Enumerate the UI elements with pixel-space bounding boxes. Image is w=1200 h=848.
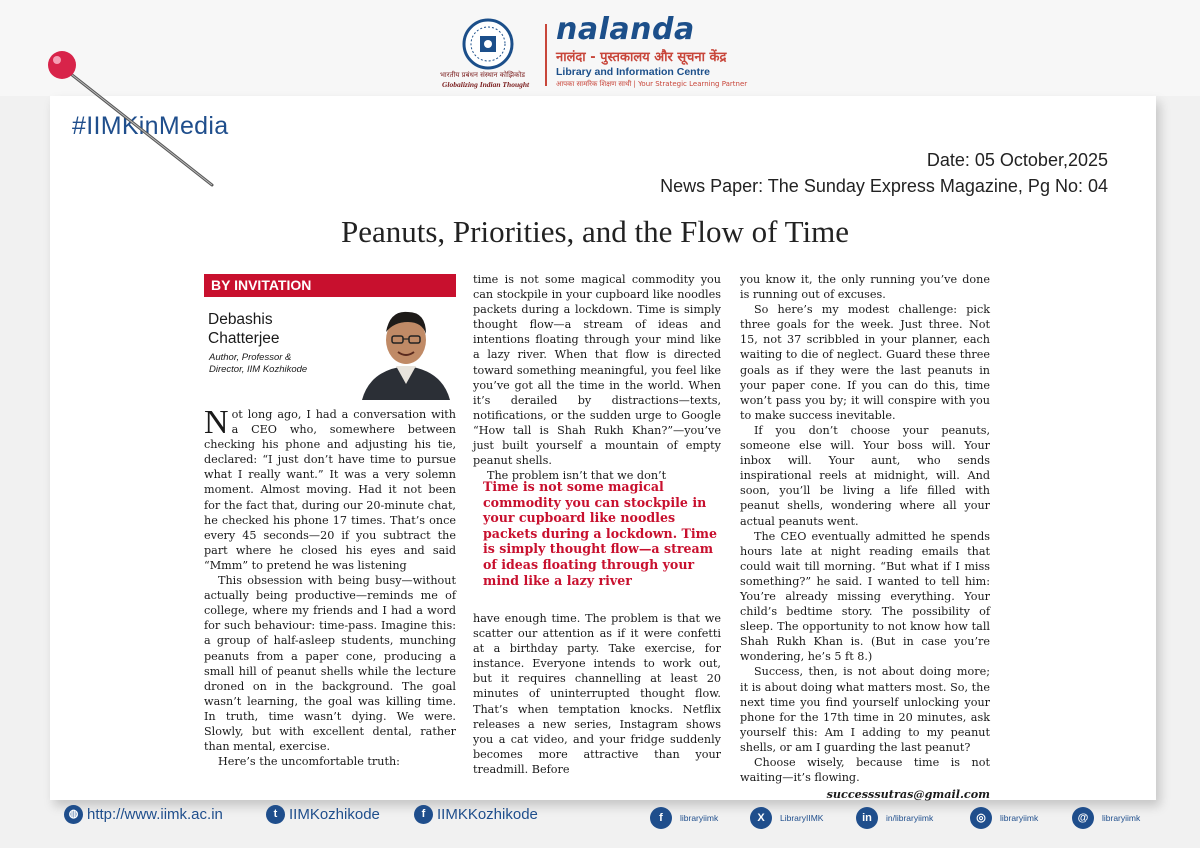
social-label: LibraryIIMK: [780, 813, 824, 823]
threads-icon: @: [1072, 807, 1094, 829]
facebook-label: IIMKKozhikode: [437, 806, 538, 823]
publication-date: Date: 05 October,2025: [926, 150, 1108, 170]
twitter-label: IIMKozhikode: [289, 806, 380, 823]
article-column-2-bottom: [473, 611, 721, 776]
social-x-link[interactable]: [750, 807, 823, 829]
nalanda-tagline: आपका सामरिक शिक्षण साथी | Your Strategic Learning Partner: [556, 80, 748, 88]
paragraph-8: The CEO eventually admitted he spends hours late at night reading emails that could wait till morning. “But what if I miss something?” he said. I wanted to tell him: You’re already missing everything. Your child’s bedtime story. The possibility of sleep. The opportunity to not know how tall Shah Rukh Khan is. (But in case you’re wondering, he’s 5 ft 8.): [740, 529, 990, 664]
paragraph-6: So here’s my modest challenge: pick three goals for the week. Just three. Not 15, not 37 scribbled in your planner, each waiting to die of neglect. Guard these three goals as if they were the last peanuts in your paper cone. If you can do this, time won’t pass you by; it will conspire with you to make success inevitable.: [740, 303, 990, 422]
twitter-icon: t: [266, 805, 285, 824]
social-linkedin-link[interactable]: [856, 807, 933, 829]
linkedin-icon: in: [856, 807, 878, 829]
instagram-icon: ◎: [970, 807, 992, 829]
section-label: BY INVITATION: [204, 274, 456, 296]
iimk-hindi-name: भारतीय प्रबंधन संस्थान कोझिकोड: [440, 71, 526, 79]
globe-icon: ◍: [64, 805, 83, 824]
nalanda-hindi-title: नालंदा - पुस्तकालय और सूचना केंद्र: [556, 50, 727, 65]
drop-cap: N: [204, 404, 229, 441]
social-threads-link[interactable]: [1072, 807, 1140, 829]
twitter-link[interactable]: [266, 805, 380, 824]
social-label: libraryiimk: [680, 813, 719, 823]
paragraph-4: time is not some magical commodity you can stockpile in your cupboard like noodles packets during a lockdown. Time is simply thought flow—a stream of ideas and intentions floating through your mind like a lazy river. When that flow is directed toward something meaningful, you feel like you’ve got all the time in the world. When it’s derailed by distractions—texts, notifications, or the sudden urge to Google “How tall is Shah Rukh Khan?”—you’ve just built yourself a mountain of empty peanut shells.: [473, 273, 721, 468]
author-first-name: Debashis: [208, 311, 273, 328]
author-name: [208, 310, 280, 348]
social-label: libraryiimk: [1102, 813, 1141, 823]
nalanda-logo: nalanda: [556, 12, 695, 47]
paragraph-10: Choose wisely, because time is not waiting—it’s flowing.: [740, 756, 990, 785]
author-last-name: Chatterjee: [208, 330, 280, 347]
pull-quote: Time is not some magical commodity you can stockpile in your cupboard like noodles packets during a lockdown. Time is simply thought flow—a stream of ideas floating through your mind like a lazy river: [483, 479, 717, 588]
nalanda-center-name: Library and Information Centre: [556, 66, 711, 78]
logo-divider: [545, 24, 547, 86]
paragraph-5-continued: have enough time. The problem is that we scatter our attention as if it were confetti at a birthday party. Take exercise, for instance. Everyone intends to work out, but it requires channelling at least 20 minutes of uninterrupted thought flow. That’s when temptation knocks. Netflix releases a new series, Instagram shows you a cat video, and your fridge suddenly becomes more attractive than your treadmill. Before: [473, 612, 721, 776]
social-label: libraryiimk: [1000, 813, 1039, 823]
paragraph-5-start: The problem isn’t that we don’t: [487, 469, 667, 483]
author-portrait: [356, 300, 456, 400]
article-column-1: [204, 404, 456, 769]
paragraph-9: Success, then, is not about doing more; it is about doing what matters most. So, the next time you find yourself unlocking your phone for the 17th time in 20 minutes, ask yourself this: Am I adding to my peanut shells, or am I guarding the last peanut?: [740, 665, 990, 754]
x-icon: X: [750, 807, 772, 829]
social-instagram-link[interactable]: [970, 807, 1038, 829]
article-column-2-top: [473, 272, 721, 483]
author-email: successsutras@gmail.com: [826, 787, 990, 802]
facebook-icon: f: [650, 807, 672, 829]
website-label: http://www.iimk.ac.in: [87, 806, 223, 823]
paragraph-7: If you don’t choose your peanuts, someone else will. Your boss will. Your inbox will. Your aunt, who sends inspirational reels at midnight, will. And soon, you’ll be living a life filled with peanut shells, wondering where all your actual peanuts went.: [740, 423, 990, 528]
facebook-icon: f: [414, 805, 433, 824]
author-role: Author, Professor & Director, IIM Kozhikode: [209, 352, 308, 375]
paragraph-1-text: ot long ago, I had a conversation with a CEO who, somewhere between checking his phone and adjusting his tie, declared: “I just don’t have time to pursue what I really want.” It was a very solemn moment. Almost moving. Had it not been for the fact that, during our 20-minute chat, he checked his phone 17 times. That’s once every 45 seconds—20 if you subtract the part where he closed his eyes and said “Mmm” to pretend he was listening: [204, 408, 456, 572]
social-label: in/libraryiimk: [886, 813, 934, 823]
section-rule: [204, 296, 456, 297]
iimk-emblem-icon: [462, 18, 514, 70]
paragraph-2: This obsession with being busy—without actually being productive—reminds me of college, where my friends and I had a word for such behaviour: time-pass. Imagine this: a group of half-asleep students, munching peanuts from a paper cone, producing a small hill of peanut shells while the lecture droned on in the background. The goal wasn’t learning, the goal was killing time. In truth, time wasn’t dying. We were. Slowly, but with excellent dental, rather than mental, exercise.: [204, 574, 456, 754]
article-headline: Peanuts, Priorities, and the Flow of Time: [340, 214, 850, 249]
push-pin-icon: [40, 45, 220, 195]
newspaper-source: News Paper: The Sunday Express Magazine, Pg No: 04: [660, 176, 1108, 196]
iimk-tagline: Globalizing Indian Thought: [442, 80, 530, 89]
hashtag-title: #IIMKinMedia: [72, 112, 229, 140]
paragraph-3: Here’s the uncomfortable truth:: [218, 755, 400, 769]
paragraph-1: [204, 404, 456, 573]
article-column-3: [740, 272, 990, 802]
paragraph-5-end: you know it, the only running you’ve done is running out of excuses.: [740, 273, 990, 302]
social-facebook-link[interactable]: [650, 807, 718, 829]
facebook-link[interactable]: [414, 805, 538, 824]
footer-bar: [60, 805, 1160, 833]
website-link[interactable]: [64, 805, 223, 824]
